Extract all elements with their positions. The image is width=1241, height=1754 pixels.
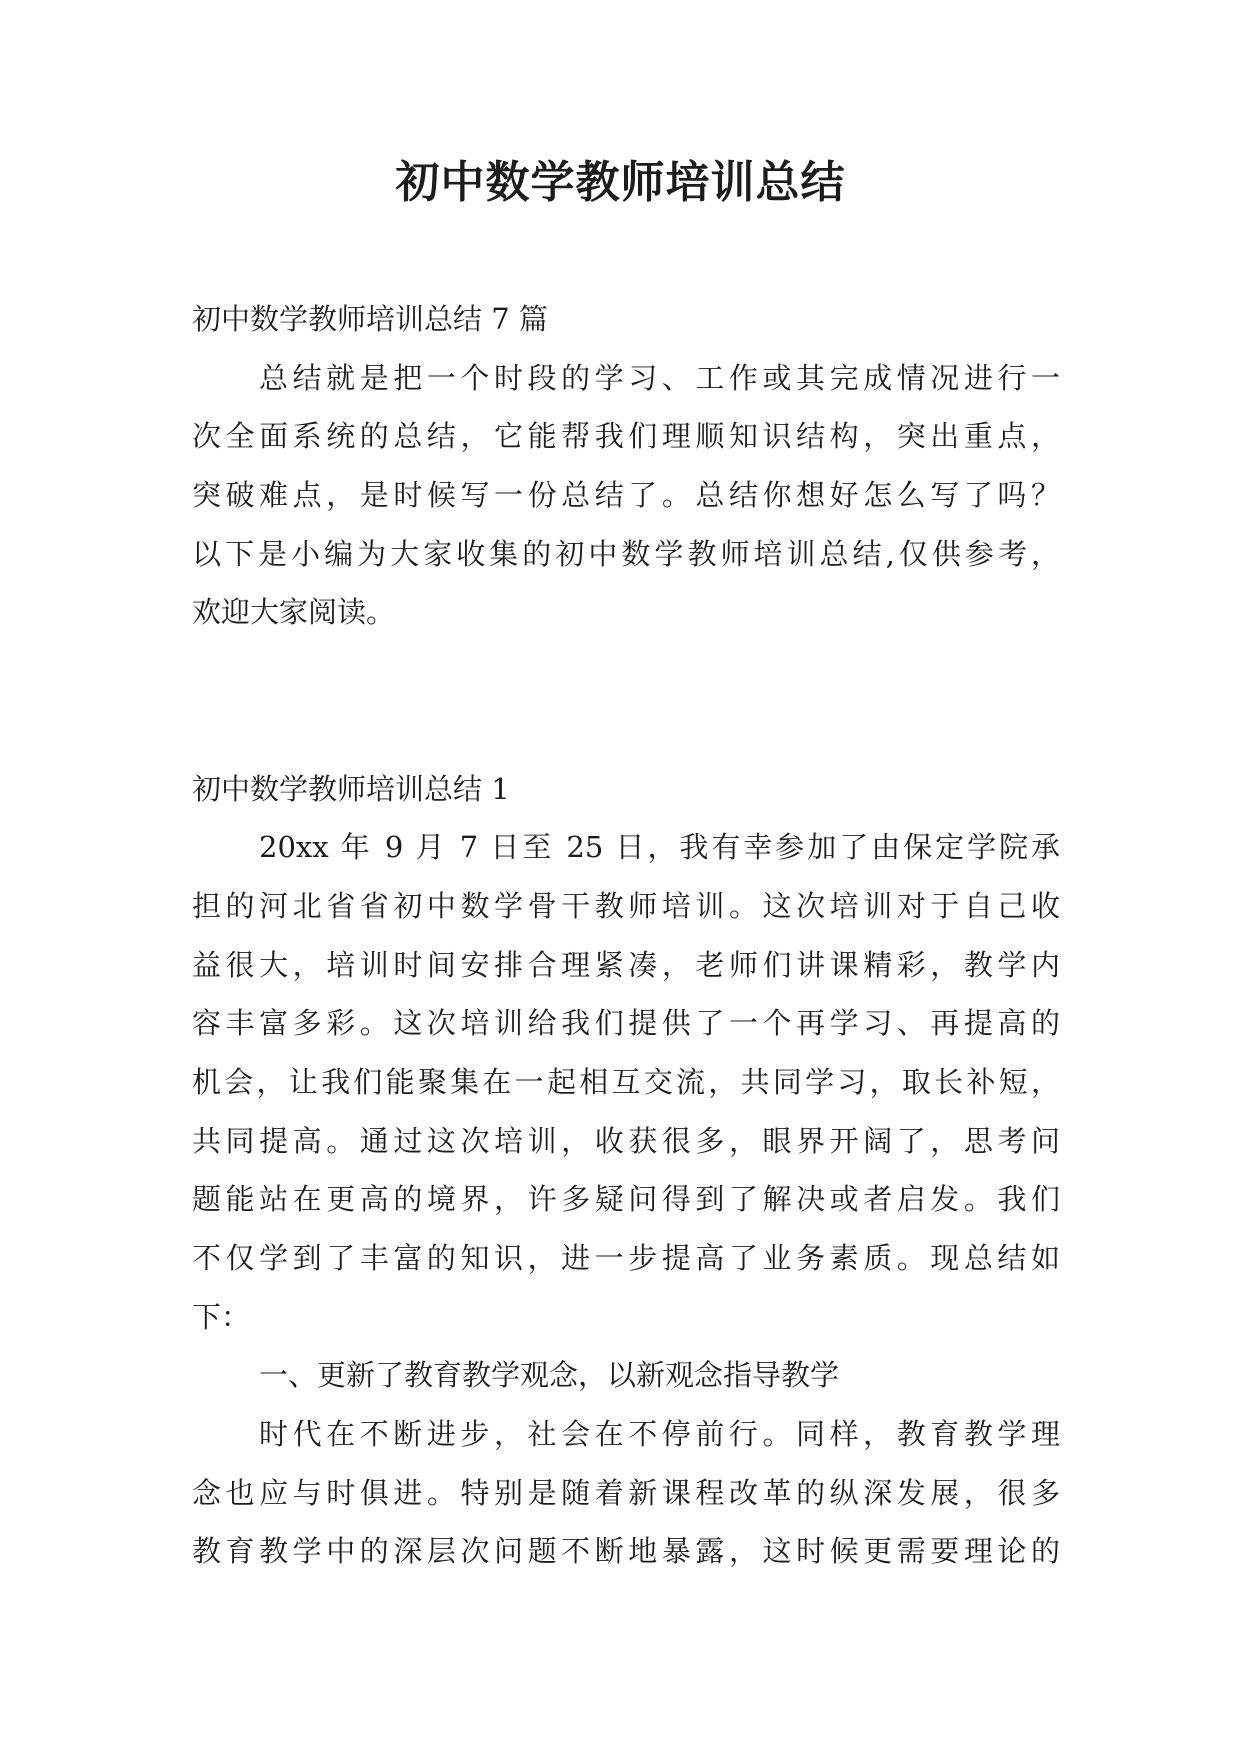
intro-line: 欢迎大家阅读。 xyxy=(192,595,396,630)
paragraph-line: 不仅学到了丰富的知识，进一步提高了业务素质。现总结如 xyxy=(192,1241,1060,1276)
paragraph-line: 题能站在更高的境界，许多疑问得到了解决或者启发。我们 xyxy=(192,1182,1060,1217)
section-heading: 初中数学教师培训总结 1 xyxy=(192,771,510,806)
section-paragraph xyxy=(192,818,1060,1346)
paragraph-line: 担的河北省省初中数学骨干教师培训。这次培训对于自己收 xyxy=(192,888,1060,923)
document-body xyxy=(192,290,1060,1581)
paragraph-line: 念也应与时俱进。特别是随着新课程改革的纵深发展，很多 xyxy=(192,1475,1060,1510)
paragraph-line: 益很大，培训时间安排合理紧凑，老师们讲课精彩，教学内 xyxy=(192,947,1060,982)
paragraph-line: 机会，让我们能聚集在一起相互交流，共同学习，取长补短， xyxy=(192,1064,1060,1099)
document-title: 初中数学教师培训总结 xyxy=(395,157,846,208)
paragraph-line: 时代在不断进步，社会在不停前行。同样，教育教学理 xyxy=(259,1417,1060,1452)
paragraph-line: 教育教学中的深层次问题不断地暴露，这时候更需要理论的 xyxy=(192,1534,1060,1569)
paragraph-line: 共同提高。通过这次培训，收获很多，眼界开阔了，思考问 xyxy=(192,1123,1060,1158)
intro-line: 以下是小编为大家收集的初中数学教师培训总结,仅供参考， xyxy=(192,536,1060,571)
paragraph-line: 20xx 年 9 月 7 日至 25 日，我有幸参加了由保定学院承 xyxy=(259,830,1060,865)
point-heading: 一、更新了教育教学观念，以新观念指导教学 xyxy=(259,1358,840,1393)
intro-line: 次全面系统的总结，它能帮我们理顺知识结构，突出重点， xyxy=(192,419,1060,454)
paragraph-spacer xyxy=(192,642,1060,759)
intro-paragraph xyxy=(192,349,1060,642)
point-paragraph xyxy=(192,1405,1060,1581)
document-subtitle: 初中数学教师培训总结 7 篇 xyxy=(192,302,548,336)
intro-line: 突破难点，是时候写一份总结了。总结你想好怎么写了吗？ xyxy=(192,478,1060,513)
paragraph-line: 下： xyxy=(192,1299,251,1334)
paragraph-line: 容丰富多彩。这次培训给我们提供了一个再学习、再提高的 xyxy=(192,1006,1060,1041)
intro-line: 总结就是把一个时段的学习、工作或其完成情况进行一 xyxy=(259,360,1060,395)
